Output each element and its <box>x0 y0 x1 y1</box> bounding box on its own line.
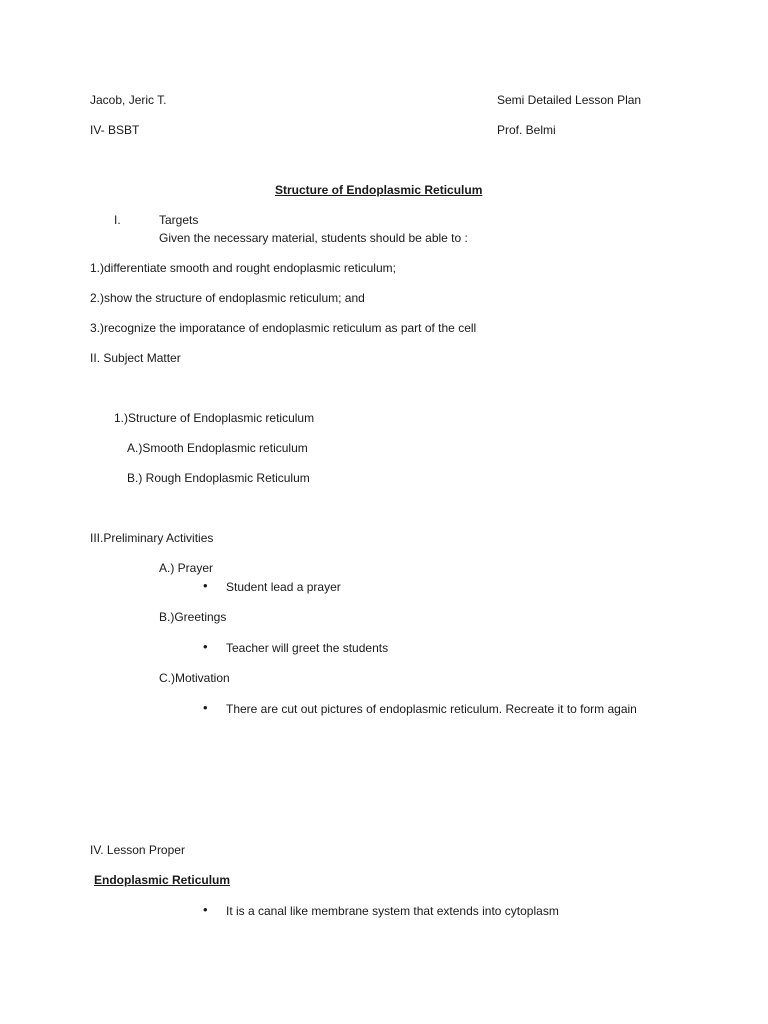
objective-item: 3.)recognize the imporatance of endoplasmic reticulum as part of the cell <box>90 321 477 335</box>
section-2-heading: II. Subject Matter <box>90 351 181 365</box>
subject-subtopic: B.) Rough Endoplasmic Reticulum <box>127 471 310 485</box>
activity-label: B.)Greetings <box>159 610 227 624</box>
section-4-heading: IV. Lesson Proper <box>90 843 185 857</box>
activity-label: C.)Motivation <box>159 671 230 685</box>
bullet-icon: • <box>203 639 208 654</box>
document-type: Semi Detailed Lesson Plan <box>497 93 642 107</box>
subject-subtopic: A.)Smooth Endoplasmic reticulum <box>127 441 308 455</box>
instructor-name: Prof. Belmi <box>497 123 556 137</box>
section-4-subheading: Endoplasmic Reticulum <box>94 873 231 887</box>
student-name: Jacob, Jeric T. <box>90 93 167 107</box>
bullet-icon: • <box>203 902 208 917</box>
activity-label: A.) Prayer <box>159 561 214 575</box>
section-1-intro: Given the necessary material, students should be able to : <box>159 231 468 245</box>
activity-detail: Student lead a prayer <box>226 580 341 594</box>
course-section: IV- BSBT <box>90 123 140 137</box>
document-title: Structure of Endoplasmic Reticulum <box>275 183 483 197</box>
section-1-heading: Targets <box>159 213 199 227</box>
section-3-heading: III.Preliminary Activities <box>90 531 214 545</box>
subject-topic: 1.)Structure of Endoplasmic reticulum <box>114 411 315 425</box>
objective-item: 1.)differentiate smooth and rought endoplasmic reticulum; <box>90 261 396 275</box>
objective-item: 2.)show the structure of endoplasmic reticulum; and <box>90 291 365 305</box>
bullet-icon: • <box>203 578 208 593</box>
section-1-numeral: I. <box>114 213 121 227</box>
lesson-point: It is a canal like membrane system that extends into cytoplasm <box>226 904 559 918</box>
activity-detail: There are cut out pictures of endoplasmic reticulum. Recreate it to form again <box>226 702 637 716</box>
bullet-icon: • <box>203 700 208 715</box>
activity-detail: Teacher will greet the students <box>226 641 389 655</box>
